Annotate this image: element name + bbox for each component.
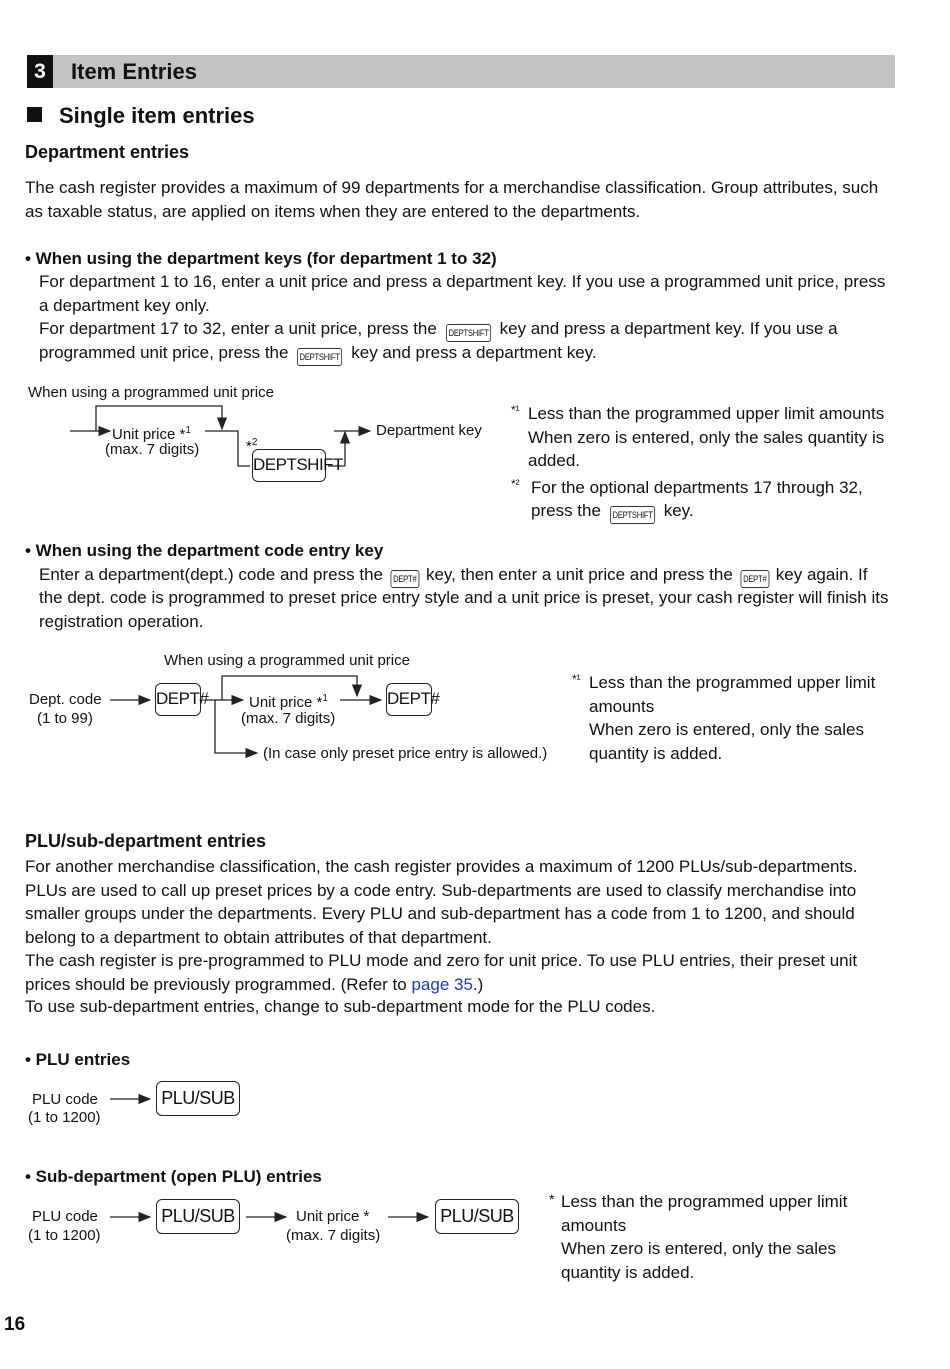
dept-code-p1 xyxy=(39,563,867,588)
sub-note-line3: When zero is entered, only the sales xyxy=(561,1239,836,1258)
note2-line2 xyxy=(511,499,911,524)
text: key again. If xyxy=(775,565,868,584)
sub-plu-code-label: PLU code xyxy=(32,1208,98,1225)
diag1-max-digits: (max. 7 digits) xyxy=(105,441,200,458)
plu-heading: PLU/sub-department entries xyxy=(25,831,267,851)
superscript: 1 xyxy=(322,693,328,704)
dept-hash-key: DEPT# xyxy=(386,683,432,716)
text: For department 17 to 32, enter a unit price, press the xyxy=(39,319,437,338)
note2 xyxy=(511,473,911,500)
text: Unit price * xyxy=(112,426,186,443)
diag2-note-line3: When zero is entered, only the sales xyxy=(589,720,864,739)
plu-p3: To use sub-department entries, change to sub-department mode for the PLU codes. xyxy=(25,997,656,1016)
note-mark: *² xyxy=(511,476,520,491)
note1-line3: added. xyxy=(528,451,580,470)
diag2-note-line2: amounts xyxy=(589,696,655,716)
plu-entries-bullet: • PLU entries xyxy=(25,1050,131,1069)
deptshift-key-icon: DEPTSHIFT xyxy=(297,348,342,366)
sub-note xyxy=(549,1188,889,1214)
text: key. xyxy=(663,501,694,520)
plu-sub-key: PLU/SUB xyxy=(435,1199,519,1234)
text: key and press a department key. xyxy=(351,343,597,362)
page-number: 16 xyxy=(4,1314,26,1335)
note-mark: * xyxy=(549,1191,555,1207)
diag2-notes xyxy=(572,668,902,765)
page-35-link[interactable]: page 35 xyxy=(411,974,473,994)
plu-p2 xyxy=(25,949,897,996)
plu-code-range: (1 to 1200) xyxy=(28,1109,101,1126)
deptshift-key-icon: DEPTSHIFT xyxy=(610,506,655,524)
superscript: 2 xyxy=(251,437,258,448)
note-mark: *¹ xyxy=(572,672,581,686)
plu-sub-key: PLU/SUB xyxy=(156,1081,240,1116)
dept-keys-bullet: • When using the department keys (for department 1 to 32) xyxy=(25,249,497,268)
text: Enter a department(dept.) code and press the xyxy=(39,565,383,584)
subsection-title: Single item entries xyxy=(59,103,255,128)
sub-dept-bullet: • Sub-department (open PLU) entries xyxy=(25,1167,322,1186)
dept-hash-key-icon: DEPT# xyxy=(740,570,768,588)
section-number: 3 xyxy=(27,55,53,88)
text: Less than the programmed upper limit xyxy=(561,1192,848,1211)
text: The cash register is pre-programmed to PLU mode and zero for unit price. To use PLU entries, their preset unit prices should be previously programmed. (Refer to xyxy=(25,951,858,994)
sub-unit-price: Unit price * xyxy=(296,1208,370,1225)
section-title: Item Entries xyxy=(71,59,197,84)
sub-plu-code-range: (1 to 1200) xyxy=(28,1227,101,1244)
dept-heading: Department entries xyxy=(25,142,190,162)
dept-hash-key: DEPT# xyxy=(155,683,201,716)
deptshift-key-icon: DEPTSHIFT xyxy=(446,324,491,342)
sub-note-line2: amounts xyxy=(561,1215,627,1235)
sub-max-digits: (max. 7 digits) xyxy=(286,1227,381,1244)
diag1-label-top: When using a programmed unit price xyxy=(28,384,274,401)
plu-code-label: PLU code xyxy=(32,1091,98,1108)
dept-code-p2: the dept. code is programmed to preset price entry style and a unit price is preset, your cash register will finish its registration operation. xyxy=(39,588,889,631)
diag2-label-top: When using a programmed unit price xyxy=(164,652,410,669)
diag1-notes xyxy=(511,399,911,524)
superscript: 1 xyxy=(185,425,191,436)
deptshift-key: DEPTSHIFT xyxy=(252,449,326,482)
diag2-note-line4: quantity is added. xyxy=(589,743,723,763)
diag2-dept-range: (1 to 99) xyxy=(37,710,93,727)
text: press the xyxy=(531,501,601,520)
text: key and press a department key. If you use a xyxy=(499,319,838,338)
note1 xyxy=(511,399,911,426)
sub-note-line4: quantity is added. xyxy=(561,1262,695,1282)
note-mark: *¹ xyxy=(511,403,520,417)
text: For the optional departments 17 through 32, xyxy=(531,477,863,497)
text: Less than the programmed upper limit xyxy=(589,673,876,692)
note1-line2: When zero is entered, only the sales quantity is xyxy=(528,427,885,447)
diag2-preset-note: (In case only preset price entry is allowed.) xyxy=(263,745,548,762)
text: Less than the programmed upper limit amounts xyxy=(528,404,885,423)
plu-sub-key: PLU/SUB xyxy=(156,1199,240,1234)
sub-notes xyxy=(549,1188,889,1284)
diag1-dept-key: Department key xyxy=(376,422,482,439)
text: Unit price * xyxy=(249,694,323,711)
plu-p1: For another merchandise classification, the cash register provides a maximum of 1200 PLUs/sub-departments. PLUs are used to call up preset prices by a code entry. Sub-departments are used to classify merchandise into smaller groups under the departments. Every PLU and sub-department has a code from 1 to 1200, and should belong to a department to obtain attributes of that department. xyxy=(25,857,858,947)
diag2-note xyxy=(572,668,902,695)
text: programmed unit price, press the xyxy=(39,343,289,362)
text: key, then enter a unit price and press the xyxy=(425,565,733,584)
dept-intro: The cash register provides a maximum of 99 departments for a merchandise classification. Group attributes, such as taxable status, are applied on items when they are entered to the departments. xyxy=(25,178,879,221)
diag2-dept-code: Dept. code xyxy=(29,691,102,708)
dept-hash-key-icon: DEPT# xyxy=(390,570,418,588)
dept-code-bullet: • When using the department code entry key xyxy=(25,541,384,560)
dept-keys-p1: For department 1 to 16, enter a unit price and press a department key. If you use a programmed unit price, press a department key only. xyxy=(39,272,886,315)
diag2-max-digits: (max. 7 digits) xyxy=(241,710,336,727)
text: * xyxy=(246,438,252,455)
text: .) xyxy=(472,974,484,994)
